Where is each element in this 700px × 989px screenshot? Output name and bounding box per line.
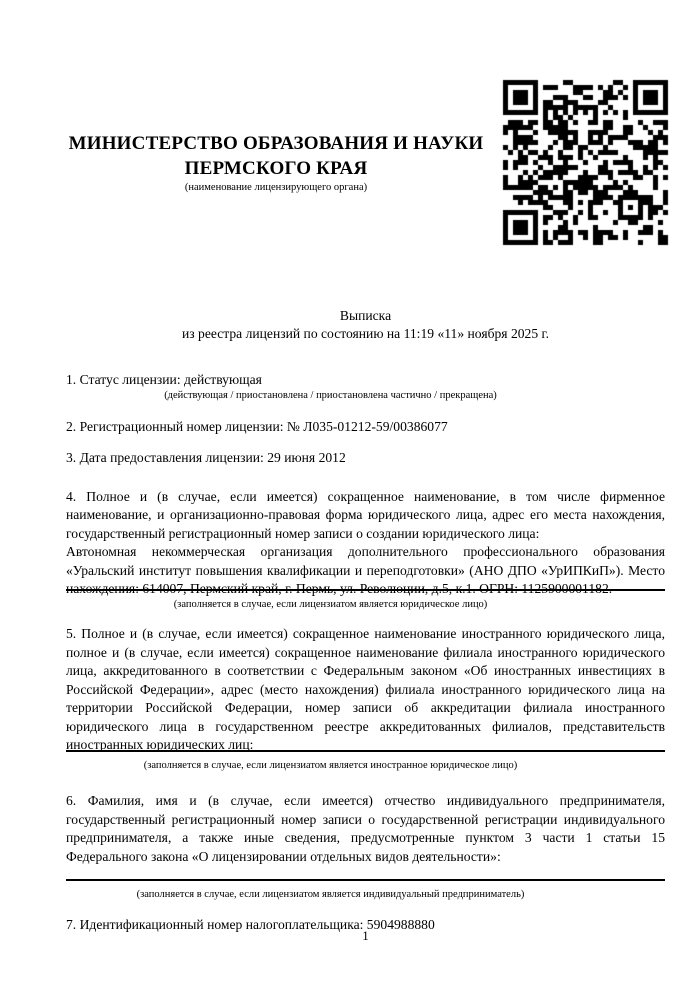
taxpayer-number-item: 7. Идентификационный номер налогоплательщика: 5904988880 xyxy=(66,916,435,932)
registration-number-item: 2. Регистрационный номер лицензии: № Л035-01212-59/00386077 xyxy=(66,419,448,435)
license-status-options-caption: (действующая / приостановлена / приостановлена частично / прекращена) xyxy=(164,390,497,402)
ministry-title-line1: МИНИСТЕРСТВО ОБРАЗОВАНИЯ И НАУКИ xyxy=(68,133,484,154)
license-grant-date-item: 3. Дата предоставления лицензии: 29 июня 2012 xyxy=(66,449,346,465)
legal-entity-caption: (заполняется в случае, если лицензиатом является юридическое лицо) xyxy=(173,599,488,611)
licensing-authority-block xyxy=(66,131,486,194)
entrepreneur-caption: (заполняется в случае, если лицензиатом является индивидуальный предприниматель) xyxy=(136,888,525,900)
legal-entity-item-value: Автономная некоммерческая организация дополнительного профессионального образования «Уральский институт повышения квалификации и переподготовки» (АНО ДПО «УрИПКиП»). Место нахождения: 614007, Пермский край, г. Пермь, ул. Революции, д.5, к.1. ОГРН: 1125900001182. xyxy=(66,544,665,597)
license-status-item: 1. Статус лицензии: действующая xyxy=(66,371,262,387)
document-title xyxy=(66,307,665,344)
qr-code-icon xyxy=(500,77,672,249)
document-title-line2: из реестра лицензий по состоянию на 11:19 «11» ноября 2025 г. xyxy=(181,326,549,342)
legal-entity-item xyxy=(66,488,665,598)
foreign-entity-item: 5. Полное и (в случае, если имеется) сокращенное наименование иностранного юридического лица, полное и (в случае, если имеется) сокращенное наименование филиала иностранного юридического лица, аккредитованного в соответствии с Федеральным законом «Об иностранных инвестициях в Российской Федерации», адрес (место нахождения) филиала иностранного юридического лица на территории Российской Федерации, номер записи об аккредитации филиала иностранного юридического лица в государственном реестре аккредитованных филиалов, представительств иностранных юридических лиц: xyxy=(66,626,665,752)
entrepreneur-item: 6. Фамилия, имя и (в случае, если имеется) отчество индивидуального предпринимателя, государственный регистрационный номер записи о государственной регистрации индивидуального предпринимателя, а также иные сведения, предусмотренные пунктом 3 части 1 статьи 15 Федерального закона «О лицензировании отдельных видов деятельности»: xyxy=(66,793,665,864)
ministry-title-line2: ПЕРМСКОГО КРАЯ xyxy=(184,158,368,179)
legal-entity-item-label: 4. Полное и (в случае, если имеется) сокращенное наименование, в том числе фирменное наименование, и организационно-правовая форма юридического лица, адрес его места нахождения, государственный регистрационный номер записи о создании юридического лица: xyxy=(66,489,665,541)
entrepreneur-fill-line xyxy=(66,879,665,881)
page-number: 1 xyxy=(362,928,369,943)
document-title-line1: Выписка xyxy=(339,308,392,323)
foreign-entity-caption: (заполняется в случае, если лицензиатом является иностранное юридическое лицо) xyxy=(143,760,518,772)
document-body xyxy=(66,307,665,934)
authority-caption: (наименование лицензирующего органа) xyxy=(184,182,368,193)
